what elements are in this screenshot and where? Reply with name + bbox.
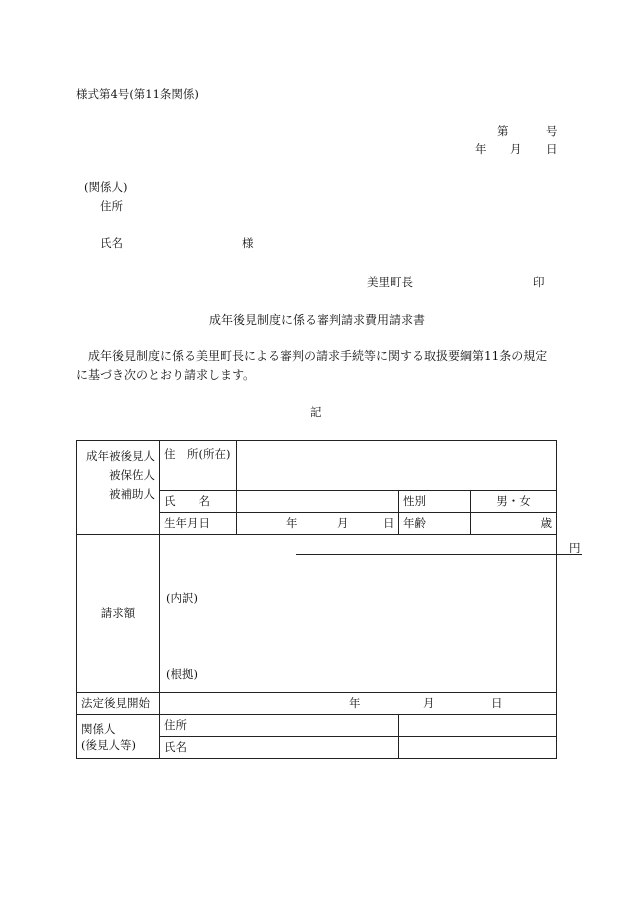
related-label-cell <box>77 715 160 759</box>
age-input[interactable] <box>471 513 557 535</box>
breakdown-label: (内訳) <box>166 591 198 605</box>
related-address-label-cell <box>160 715 399 737</box>
related-name-label: 氏名 <box>164 740 187 754</box>
address-label-cell <box>160 441 237 491</box>
claim-label: 請求額 <box>100 606 136 620</box>
recipient-honorific: 様 <box>242 236 254 250</box>
name-label: 氏 名 <box>164 494 210 508</box>
birth-day-unit: 日 <box>383 516 395 530</box>
date-month: 月 <box>510 142 522 156</box>
birth-input[interactable] <box>237 513 399 535</box>
address-label: 住 所(所在) <box>164 447 231 461</box>
person-header-cell <box>77 441 160 535</box>
date-year: 年 <box>475 142 487 156</box>
sex-value: 男・女 <box>496 494 531 508</box>
related-name-label-cell <box>160 737 399 759</box>
gs-year-unit: 年 <box>349 696 361 710</box>
age-label: 年齢 <box>403 516 426 530</box>
address-input[interactable] <box>237 441 557 491</box>
form-number: 様式第4号(第11条関係) <box>76 87 199 101</box>
person-header-1: 成年被後見人 <box>86 449 155 463</box>
gs-month-unit: 月 <box>423 696 435 710</box>
claim-form-table <box>76 440 581 759</box>
sex-label: 性別 <box>403 494 426 508</box>
name-input[interactable] <box>237 491 399 513</box>
recipient-name-label: 氏名 <box>100 236 123 250</box>
date-day: 日 <box>546 142 558 156</box>
doc-number-go: 号 <box>546 124 558 138</box>
gs-day-unit: 日 <box>491 696 503 710</box>
related-name-input[interactable] <box>399 737 557 759</box>
issuer-seal: 印 <box>533 275 545 289</box>
yen-unit: 円 <box>569 541 581 555</box>
recipient-address-label: 住所 <box>100 199 123 213</box>
birth-label: 生年月日 <box>164 516 210 530</box>
related-label-2: (後見人等) <box>81 737 136 752</box>
issuer-title: 美里町長 <box>367 275 413 289</box>
guardianship-start-label-cell <box>77 693 160 715</box>
ki-heading: 記 <box>310 405 322 419</box>
birth-month-unit: 月 <box>337 516 349 530</box>
doc-number-dai: 第 <box>497 124 509 138</box>
amount-underline <box>296 554 582 555</box>
related-label-1: 関係人 <box>81 721 116 736</box>
claim-label-cell <box>77 535 160 693</box>
person-header-2: 被保佐人 <box>109 468 155 482</box>
birth-year-unit: 年 <box>286 516 298 530</box>
document-title: 成年後見制度に係る審判請求費用請求書 <box>209 313 426 327</box>
birth-label-cell <box>160 513 237 535</box>
claim-amount-cell[interactable] <box>160 535 581 693</box>
name-label-cell <box>160 491 237 513</box>
age-unit: 歳 <box>540 516 552 530</box>
sex-select[interactable] <box>471 491 557 513</box>
basis-label: (根拠) <box>166 667 198 681</box>
person-header-3: 被補助人 <box>109 487 155 501</box>
sex-label-cell <box>399 491 471 513</box>
age-label-cell <box>399 513 471 535</box>
body-paragraph: 成年後見制度に係る美里町長による審判の請求手続等に関する取扱要綱第11条の規定に基づき次のとおり請求します。 <box>76 349 548 382</box>
related-address-input[interactable] <box>399 715 557 737</box>
guardianship-start-input[interactable] <box>160 693 557 715</box>
guardianship-start-label: 法定後見開始 <box>81 696 150 710</box>
recipient-label: (関係人) <box>84 180 128 194</box>
related-address-label: 住所 <box>164 718 187 732</box>
